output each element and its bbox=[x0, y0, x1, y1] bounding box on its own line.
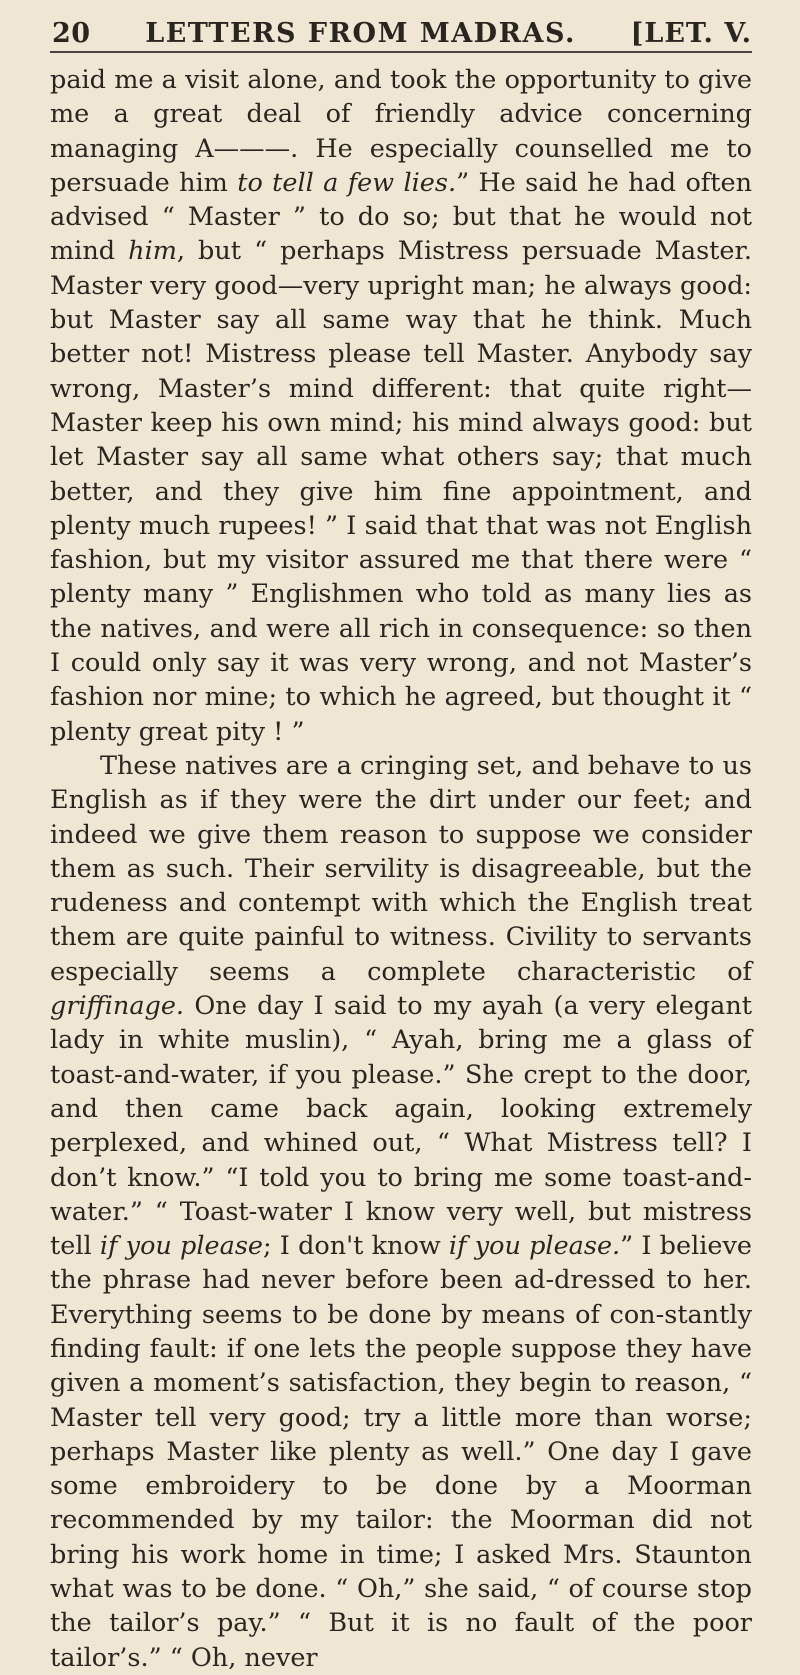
paragraph-2 bbox=[50, 749, 752, 1675]
italic-text-segment: griffinage. bbox=[50, 991, 185, 1022]
body-text bbox=[50, 63, 752, 1675]
italic-text-segment: if you please. bbox=[448, 1231, 621, 1262]
section-marker: [LET. V. bbox=[630, 18, 752, 49]
page-number: 20 bbox=[52, 18, 91, 49]
text-segment: ” I believe the phrase had never before been ad-dressed to her. Everything seems to be done by means of con-stantly finding fault: if one lets the people suppose they have given a moment’s satisfaction, they begin to reason, “ Master tell very good; try a little more than worse; perhaps Master like plenty as well.” One day I gave some embroidery to be done by a Moorman recommended by my tailor: the Moorman did not bring his work home in time; I asked Mrs. Staunton what was to be done. “ Oh,” she said, “ of course stop the tailor’s pay.” “ But it is no fault of the poor tailor’s.” “ Oh, never bbox=[50, 1231, 752, 1673]
italic-text-segment: if you please bbox=[99, 1231, 263, 1262]
text-segment: ; I don't know bbox=[263, 1231, 449, 1262]
italic-text-segment: to tell a few lies. bbox=[237, 167, 457, 198]
paragraph-1 bbox=[50, 63, 752, 749]
text-segment: paid me a visit alone, and took the opportunity to give me a great deal of friendly advice concerning managing A———. He especially counselled me to persuade him bbox=[50, 65, 752, 198]
text-segment: , but “ perhaps Mistress persuade Master. Master very good—very upright man; he always good: but Master say all same way that he think. Much better not! Mistress please tell Master. Anybody say wrong, Master’s mind different: that quite right—Master keep his own mind; his mind always good: but let Master say all same what others say; that much better, and they give him fine appointment, and plenty much rupees! ” I said that that was not English fashion, but my visitor assured me that there were “ plenty many ” Englishmen who told as many lies as the natives, and were all rich in consequence: so then I could only say it was very wrong, and not Master’s fashion nor mine; to which he agreed, but thought it “ plenty great pity ! ” bbox=[50, 236, 752, 747]
running-title: LETTERS FROM MADRAS. bbox=[145, 18, 576, 49]
text-segment: One day I said to my ayah (a very elegant lady in white muslin), “ Ayah, bring me a glass of toast-and-water, if you please.” She crept to the door, and then came back again, looking extremely perplexed, and whined out, “ What Mistress tell? I don’t know.” “I told you to bring me some toast-and-water.” “ Toast-water I know very well, but mistress tell bbox=[50, 991, 752, 1262]
italic-text-segment: him bbox=[128, 236, 177, 267]
header-rule bbox=[50, 51, 752, 53]
text-segment: ” He said he had often advised “ Master ” to do so; but that he would not mind bbox=[50, 167, 753, 267]
text-segment: These natives are a cringing set, and behave to us English as if they were the dirt under our feet; and indeed we give them reason to suppose we consider them as such. Their servility is disagreeable, but the rudeness and contempt with which the English treat them are quite painful to witness. Civility to servants especially seems a complete characteristic of bbox=[50, 750, 752, 987]
running-header bbox=[50, 18, 752, 49]
